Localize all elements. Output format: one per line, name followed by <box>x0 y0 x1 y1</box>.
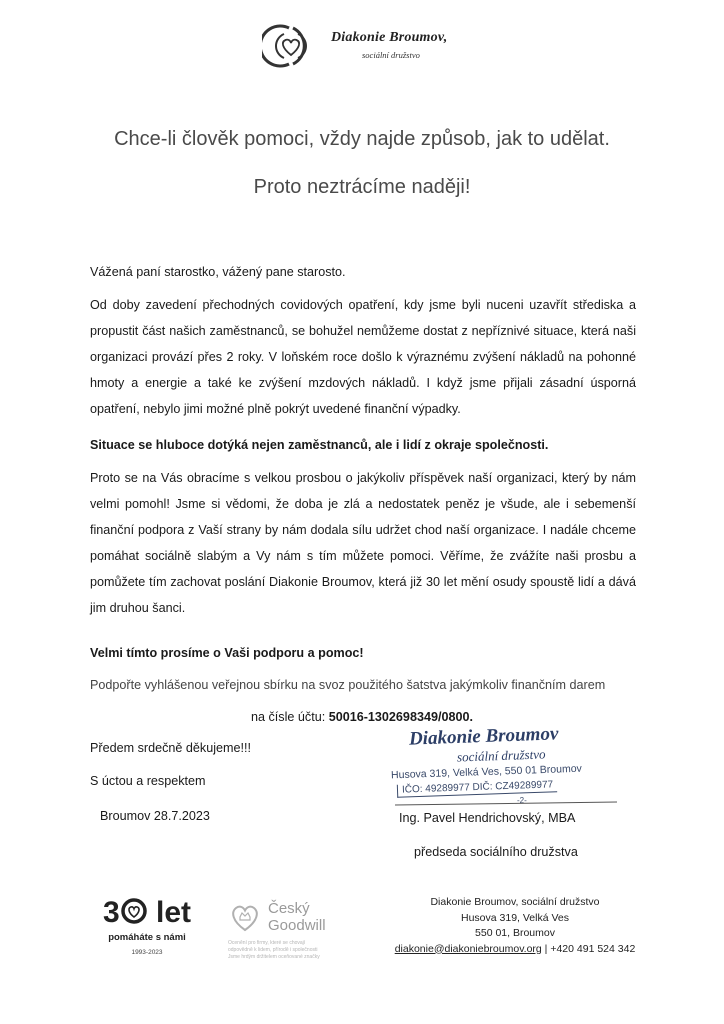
anniversary-tagline: pomáháte s námi <box>108 932 186 943</box>
email-link[interactable]: diakonie@diakoniebroumov.org <box>394 942 542 955</box>
address-street: Husova 319, Velká Ves <box>461 911 569 924</box>
goodwill-heart-icon <box>228 900 262 934</box>
address-city: 550 01, Broumov <box>475 927 555 939</box>
stamp-ids: IČO: 49289977 DIČ: CZ49289977 <box>397 779 558 798</box>
anniversary-title <box>88 896 206 930</box>
anniversary-years: 1993-2023 <box>131 949 163 956</box>
account-number: 50016-1302698349/0800. <box>328 710 473 724</box>
paragraph-situation: Od doby zavedení přechodných covidových opatření, kdy jsme byli nuceni uzavřít střediska a propustit část našich zaměstnanců, se bohužel nemůžeme dostat z nepříznivé situace, která naši organizaci provází přes 2 roky. V loňském roce došlo k výraznému zvýšení nákladů na pohonné hmoty a energie a také ke zvýšení mzdových nákladů. I když jsme přijali zásadní úsporná opatření, nebylo jimi možné plně pokrýt uvedené finanční výpadky. <box>90 298 636 416</box>
anniversary-word: let <box>156 896 192 929</box>
anniversary-number: 3 <box>102 896 120 929</box>
paragraph-impact: Situace se hluboce dotýká nejen zaměstnanců, ale i lidí z okraje společnosti. <box>90 438 549 452</box>
heart-ring-icon <box>120 897 148 925</box>
stamp-address: Husova 319, Velká Ves, 550 01 Broumov <box>390 762 583 782</box>
headline-primary: Chce-li člověk pomoci, vždy najde způsob, jak to udělat. <box>114 128 610 150</box>
stamp-number: -2- <box>517 796 527 805</box>
goodwill-line2: Goodwill <box>268 917 326 934</box>
regards-text: S úctou a respektem <box>90 774 206 788</box>
stamp-subtitle: sociální družstvo <box>456 746 546 765</box>
org-name: Diakonie Broumov, <box>331 30 448 45</box>
goodwill-fineprint <box>228 940 320 961</box>
paragraph-collection: Podpořte vyhlášenou veřejnou sbírku na svoz použitého šatstva jakýmkoliv finančním darem <box>90 678 606 692</box>
goodwill-fine1: Ocenění pro firmy, které se chovají <box>228 940 306 946</box>
goodwill-title <box>268 900 326 934</box>
paragraph-plea: Velmi tímto prosíme o Vaši podporu a pomoc! <box>90 646 364 660</box>
signer-name: Ing. Pavel Hendrichovský, MBA <box>399 811 576 825</box>
goodwill-line1: Český <box>268 900 310 917</box>
goodwill-badge <box>228 900 358 964</box>
diakonie-logo-icon <box>262 22 320 70</box>
headline-secondary: Proto neztrácíme naději! <box>253 176 471 198</box>
address-contact <box>370 942 660 958</box>
footer-address <box>370 895 660 957</box>
goodwill-fine2: odpovědně k lidem, přírodě i společnosti <box>228 947 318 953</box>
organization-stamp <box>385 723 617 806</box>
org-subtitle: sociální družstvo <box>362 50 420 60</box>
address-org: Diakonie Broumov, sociální družstvo <box>430 896 600 908</box>
anniversary-badge <box>88 896 206 956</box>
salutation: Vážená paní starostko, vážený pane starosto. <box>90 265 346 279</box>
signer-role: předseda sociálního družstva <box>414 845 578 859</box>
stamp-name: Diakonie Broumov <box>408 723 559 750</box>
phone-number: | +420 491 524 342 <box>541 942 636 955</box>
paragraph-request: Proto se na Vás obracíme s velkou prosbou o jakýkoliv příspěvek naší organizaci, který by nám velmi pomohl! Jsme si vědomi, že doba je zlá a nedostatek peněz je všude, ale i sebemenší finanční podpora z Vaší strany by nám dodala sílu udržet chod naší organizace. I nadále chceme pomáhat sociálně slabým a Vy nám s tím můžete pomoci. Věříme, že zvážíte naši prosbu a pomůžete tím zachovat poslání Diakonie Broumov, která již 30 let mění osudy spoustě lidí a dává jim druhou šanci. <box>90 471 636 615</box>
place-date: Broumov 28.7.2023 <box>100 809 210 823</box>
account-prefix: na čísle účtu: <box>251 710 329 724</box>
goodwill-fine3: Jsme hrdým držitelem oceňované značky <box>228 954 320 960</box>
thanks-text: Předem srdečně děkujeme!!! <box>90 741 252 755</box>
